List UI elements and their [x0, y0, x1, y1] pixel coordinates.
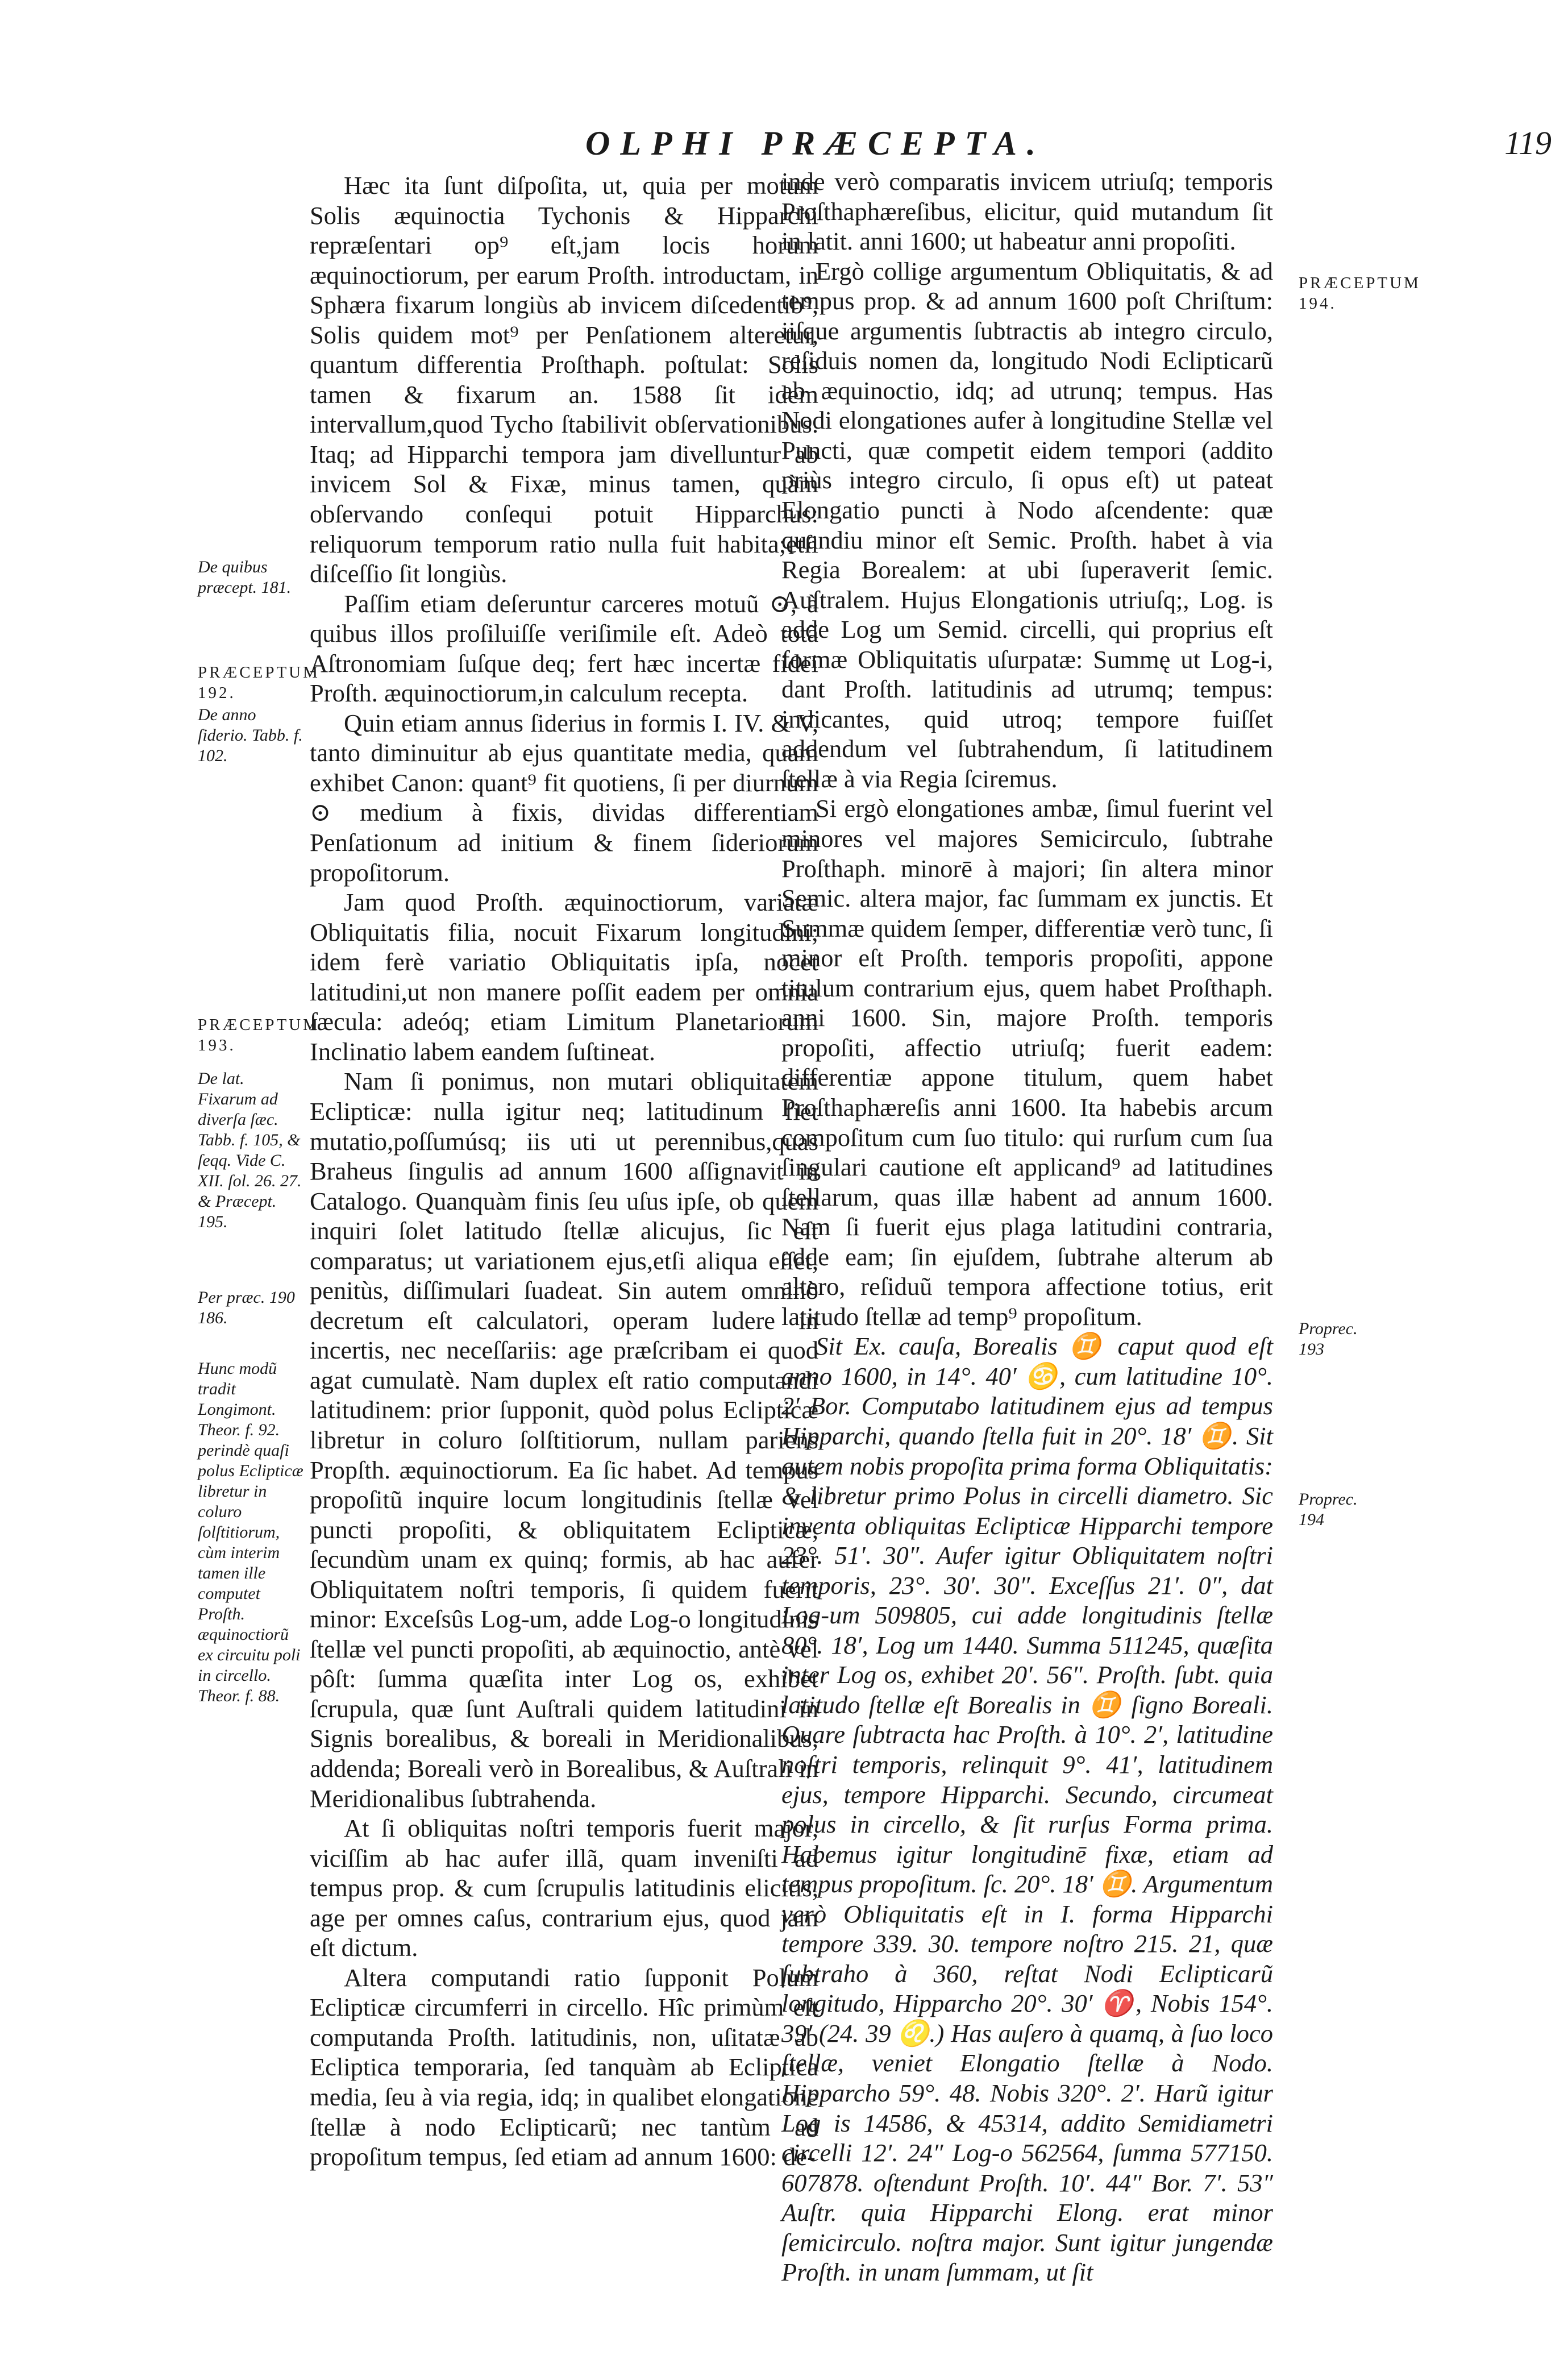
margin-note: Proprec. 193 [1299, 1319, 1358, 1359]
margin-note: De anno ſiderio. Tabb. f. 102. [198, 705, 303, 765]
left-column [310, 171, 818, 2172]
page-header [585, 124, 1552, 164]
worked-example: Sit Ex. cauſa, Borealis ♊ caput quod eſt anno 1600, in 14°. 40′ ♋, cum latitudine 10°. 2′ Bor. Computabo latitudinem ejus ad tempus Hipparchi, quando ſtella fuit in 20°. 18′ ♊. Sit autem nobis propoſita prima forma Obliquitatis: & libretur primo Polus in circelli diametro. Sic inventa obliquitas Eclipticæ Hipparchi tempore 23°. 51′. 30″. Aufer igitur Obliquitatem noſtri temporis, 23°. 30′. 30″. Exceſſus 21′. 0″, dat Log-um 509805, cui adde longitudinis ſtellæ 80°. 18′, Log um 1440. Summa 511245, quæſita inter Log os, exhibet 20′. 56″. Proſth. ſubt. quia latitudo ſtellæ eſt Borealis in ♊ ſigno Boreali. Quare ſubtracta hac Proſth. à 10°. 2′, latitudine noſtri temporis, relinquit 9°. 41′, latitudinem ejus, tempore Hipparchi. Secundo, circumeat polus in circello, & ſit rurſus Forma prima. Habemus igitur longitudinē fixæ, etiam ad tempus propoſitum. ſc. 20°. 18′ ♊. Argumentum verò Obliquitatis eſt in I. forma Hipparchi tempore 339. 30. tempore noſtro 215. 21, quæ ſubtraho à 360, reſtat Nodi Eclipticarũ longitudo, Hipparcho 20°. 30′ ♈, Nobis 154°. 39′ (24. 39 ♌.) Has auſero à quamq, à ſuo loco ſtellæ, veniet Elongatio ſtellæ à Nodo. Hipparcho 59°. 48. Nobis 320°. 2′. Harũ igitur Log is 14586, & 45314, addito Semidiametri circelli 12′. 24″ Log-o 562564, ſumma 577150. 607878. oſtendunt Proſth. 10′. 44″ Bor. 7′. 53″ Auſtr. quia Hipparchi Elong. erat minor ſemicirculo. noſtra major. Sunt igitur jungendæ Proſth. in unam ſummam, ut ſit [781, 1332, 1273, 2287]
margin-note: Proprec. 194 [1299, 1490, 1358, 1529]
margin-note: PRÆCEPTUM 193. [198, 1016, 320, 1054]
page-number: 119 [1504, 124, 1552, 161]
right-column [781, 167, 1273, 2287]
margin-note: De lat. Fixarum ad diverſa ſæc. Tabb. f. 105, & ſeqq. Vide C. XII. ſol. 26. 27. & Præcept. 195. [198, 1069, 302, 1231]
margin-note: De quibus præcept. 181. [198, 558, 292, 597]
paragraph: Altera computandi ratio ſupponit Polum Eclipticæ circumferri in circello. Hîc primùm eſt computanda Proſth. latitudinis, non, uſitatæ ab Ecliptica temporaria, ſed tanquàm ab Ecliptica media, ſeu à via regia, idq; in qualibet elongatione ſtellæ à nodo Eclipticarũ; nec tantùm ad propoſitum tempus, ſed etiam ad annum 1600: de- [310, 1963, 818, 2171]
paragraph: At ſi obliquitas noſtri temporis fuerit major, viciſſim ab hac aufer illã, quam inveniſti ad tempus prop. & cum ſcrupulis latitudinis elicitis, age per omnes caſus, contrarium ejus, quod jam eſt dictum. [310, 1814, 818, 1962]
paragraph: inde verò comparatis invicem utriuſq; temporis Proſthaphæreſibus, elicitur, quid mutandum ſit in latit. anni 1600; ut habeatur anni propoſiti. [781, 167, 1273, 256]
paragraph: Quin etiam annus ſiderius in formis I. IV. & V, tanto diminuitur ab ejus quantitate media, quam exhibet Canon: quant⁹ fit quotiens, ſi per diurnum ⊙ medium à fixis, dividas differentiam Penſationum ad initium & finem ſideriorum propoſitorum. [310, 708, 818, 887]
margin-note: PRÆCEPTUM 194. [1299, 274, 1421, 313]
margin-note: Per præc. 190 186. [198, 1288, 295, 1327]
paragraph: Paſſim etiam deſeruntur carceres motuũ ⊙, à quibus illos proſiluiſſe veriſimile eſt. Adeò totã Aſtronomiam ſuſque deq; fert hæc incertæ fidei Proſth. æquinoctiorum,in calculum recepta. [310, 589, 818, 708]
paragraph: Ergò collige argumentum Obliquitatis, & ad tempus prop. & ad annum 1600 poſt Chriſtum: iiſque argumentis ſubtractis ab integro circulo, reſiduis nomen da, longitudo Nodi Eclipticarũ ab æquinoctio, idq; ad utrunq; tempus. Has Nodi elongationes aufer à longitudine Stellæ vel Puncti, quæ competit eidem tempori (addito priùs integro circulo, ſi opus eſt) ut pateat Elongatio puncti à Nodo aſcendente: quæ quandiu minor eſt Semic. Proſth. habet à via Regia Borealem: at ubi ſuperaverit ſemic. Auſtralem. Hujus Elongationis utriuſq;, Log. is adde Log um Semid. circelli, qui proprius eſt formæ Obliquitatis uſurpatæ: Summę ut Log-i, dant Proſth. latitudinis ad utrumq; tempus: indicantes, quid utroq; tempore fuiſſet addendum vel ſubtrahendum, ſi latitudinem ſtellæ à via Regia ſciremus. [781, 256, 1273, 793]
paragraph: Hæc ita ſunt diſpoſita, ut, quia per motum Solis æquinoctia Tychonis & Hipparchi repræſentari op⁹ eſt,jam locis horum æquinoctiorum, per earum Proſth. introductam, in Sphæra fixarum longiùs ab invicem diſcedentib⁹, Solis quidem mot⁹ per Penſationem alteretur, quantum differentia Proſthaph. poſtulat: Solis tamen & fixarum an. 1588 ſit idem intervallum,quod Tycho ſtabilivit obſervationibus. Itaq; ad Hipparchi tempora jam divelluntur ab invicem Sol & Fixæ, minus tamen, quàm obſervando conſequi potuit Hipparchus: reliquorum temporum ratio nulla fuit habita;etſi diſceſſio ſit longiùs. [310, 171, 818, 588]
margin-note: PRÆCEPTUM 192. [198, 663, 320, 702]
paragraph: Nam ſi ponimus, non mutari obliquitatem Eclipticæ: nulla igitur neq; latitudinum fiet mutatio,poſſumúsq; iis uti ut perennibus,quas Braheus ſingulis ad annum 1600 aſſignavit in Catalogo. Quanquàm finis ſeu uſus ipſe, ob quem inquiri ſolet latitudo ſtellæ alicujus, ſic eſt comparatus; ut variationem ejus,etſi aliqua eſſet, penitùs, diſſimulari ſuadeat. Sin autem omninò decretum eſt calculatori, operam ludere in incertis, nec neceſſariis: age præſcribam ei quod agat cumulatè. Nam duplex eſt ratio computandi latitudinem: prior ſupponit, quòd polus Eclipticæ libretur in coluro ſolſtitiorum, nullam pariens Propſth. æquinoctiorum. Ea ſic habet. Ad tempus propoſitũ inquire locum longitudinis ſtellæ vel puncti propoſiti, & obliquitatem Eclipticæ, ſecundùm unam ex quinq; formis, ab hac aufer Obliquitatem noſtri temporis, ſi quidem fuerit minor: Exceſsûs Log-um, adde Log-o longitudinis ſtellæ vel puncti propoſiti, ab æquinoctio, antè vel pôſt: ſumma quæſita inter Log os, exhibet ſcrupula, quæ ſunt Auſtrali quidem latitudini in Signis borealibus, & boreali in Meridionalibus, addenda; Boreali verò in Borealibus, & Auſtrali in Meridionalibus ſubtrahenda. [310, 1067, 818, 1813]
running-head: OLPHI PRÆCEPTA. [585, 124, 1046, 162]
paragraph: Si ergò elongationes ambæ, ſimul fuerint vel minores vel majores Semicirculo, ſubtrahe Proſthaph. minorē à majori; ſin altera minor Semic. altera major, fac ſummam ex junctis. Et Summæ quidem ſemper, differentiæ verò tunc, ſi minor eſt Proſth. temporis propoſiti, appone titulum contrarium ejus, quem habet Proſthaph. anni 1600. Sin, majore Proſth. temporis propoſiti, affectio utriuſq; fuerit eadem: differentiæ appone titulum, quem habet Proſthaphæreſis anni 1600. Ita habebis arcum compoſitum cum ſuo titulo: qui rurſum cum ſua ſingulari cautione eſt applicand⁹ ad latitudines ſtellarum, quas illæ habent ad annum 1600. Nam ſi fuerit ejus plaga latitudini contraria, adde eam; ſin ejuſdem, ſubtrahe alterum ab altero, reſiduũ tempora affectione totius, erit latitudo ſtellæ ad temp⁹ propoſitum. [781, 794, 1273, 1331]
paragraph: Jam quod Proſth. æquinoctiorum, variatæ Obliquitatis filia, nocuit Fixarum longitudini; idem ferè variatio Obliquitatis ipſa, nocet latitudini,ut non manere poſſit eadem per omnia ſæcula: adeóq; etiam Limitum Planetariorum Inclinatio labem eandem ſuſtineat. [310, 888, 818, 1066]
margin-note: Hunc modũ tradit Longimont. Theor. f. 92. perindè quaſi polus Eclipticæ libretur in coluro ſolſtitiorum, cùm interim tamen ille computet Proſth. æquinoctiorũ ex circuitu poli in circello. Theor. f. 88. [198, 1359, 303, 1705]
